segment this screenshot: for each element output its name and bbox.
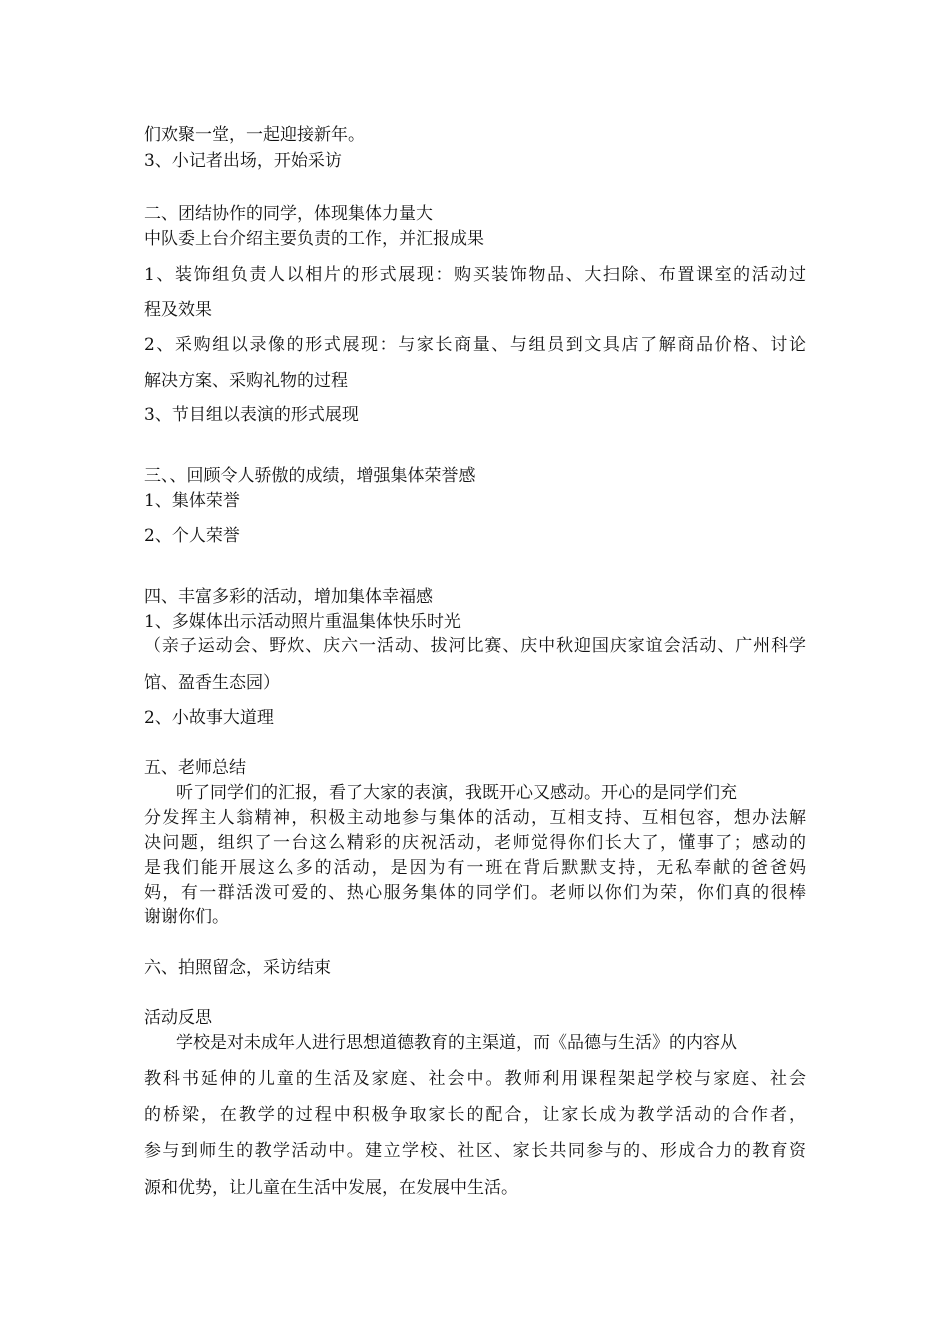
section-heading: 三、、回顾令人骄傲的成绩，增强集体荣誉感 bbox=[144, 466, 476, 486]
text-line: 是我们能开展这么多的活动，是因为有一班在背后默默支持，无私奉献的爸爸妈 bbox=[144, 858, 806, 878]
text-line: 1、多媒体出示活动照片重温集体快乐时光 bbox=[144, 612, 461, 632]
text-line: 学校是对未成年人进行思想道德教育的主渠道，而《品德与生活》的内容从 bbox=[176, 1033, 737, 1053]
text-line: 妈，有一群活泼可爱的、热心服务集体的同学们。老师以你们为荣，你们真的很棒 bbox=[144, 883, 806, 903]
text-line: 分发挥主人翁精神，积极主动地参与集体的活动，互相支持、互相包容，想办法解 bbox=[144, 808, 806, 828]
text-line: 源和优势，让儿童在生活中发展，在发展中生活。 bbox=[144, 1178, 518, 1198]
text-line: 们欢聚一堂，一起迎接新年。 bbox=[144, 125, 365, 145]
text-line: 2、采购组以录像的形式展现：与家长商量、与组员到文具店了解商品价格、讨论 bbox=[144, 335, 806, 355]
section-heading: 六、拍照留念，采访结束 bbox=[144, 958, 331, 978]
text-line: 谢谢你们。 bbox=[144, 907, 229, 927]
text-line: 1、集体荣誉 bbox=[144, 491, 240, 511]
text-line: 馆、盈香生态园） bbox=[144, 673, 280, 693]
text-line: 听了同学们的汇报，看了大家的表演，我既开心又感动。开心的是同学们充 bbox=[176, 783, 737, 803]
text-line: 参与到师生的教学活动中。建立学校、社区、家长共同参与的、形成合力的教育资 bbox=[144, 1141, 806, 1161]
text-line: 3、节目组以表演的形式展现 bbox=[144, 405, 359, 425]
text-line: 2、小故事大道理 bbox=[144, 708, 274, 728]
section-heading: 五、老师总结 bbox=[144, 758, 246, 778]
text-line: 3、小记者出场，开始采访 bbox=[144, 151, 342, 171]
section-heading: 活动反思 bbox=[144, 1008, 212, 1028]
text-line: （亲子运动会、野炊、庆六一活动、拔河比赛、庆中秋迎国庆家谊会活动、广州科学 bbox=[144, 636, 806, 656]
text-line: 的桥梁，在教学的过程中积极争取家长的配合，让家长成为教学活动的合作者， bbox=[144, 1105, 806, 1125]
text-line: 解决方案、采购礼物的过程 bbox=[144, 371, 348, 391]
text-line: 1、装饰组负责人以相片的形式展现：购买装饰物品、大扫除、布置课室的活动过 bbox=[144, 265, 806, 285]
text-line: 中队委上台介绍主要负责的工作，并汇报成果 bbox=[144, 229, 484, 249]
section-heading: 四、丰富多彩的活动，增加集体幸福感 bbox=[144, 587, 433, 607]
text-line: 决问题，组织了一台这么精彩的庆祝活动，老师觉得你们长大了，懂事了；感动的 bbox=[144, 833, 806, 853]
text-line: 程及效果 bbox=[144, 300, 212, 320]
section-heading: 二、团结协作的同学，体现集体力量大 bbox=[144, 204, 433, 224]
text-line: 2、个人荣誉 bbox=[144, 526, 240, 546]
text-line: 教科书延伸的儿童的生活及家庭、社会中。教师利用课程架起学校与家庭、社会 bbox=[144, 1069, 806, 1089]
